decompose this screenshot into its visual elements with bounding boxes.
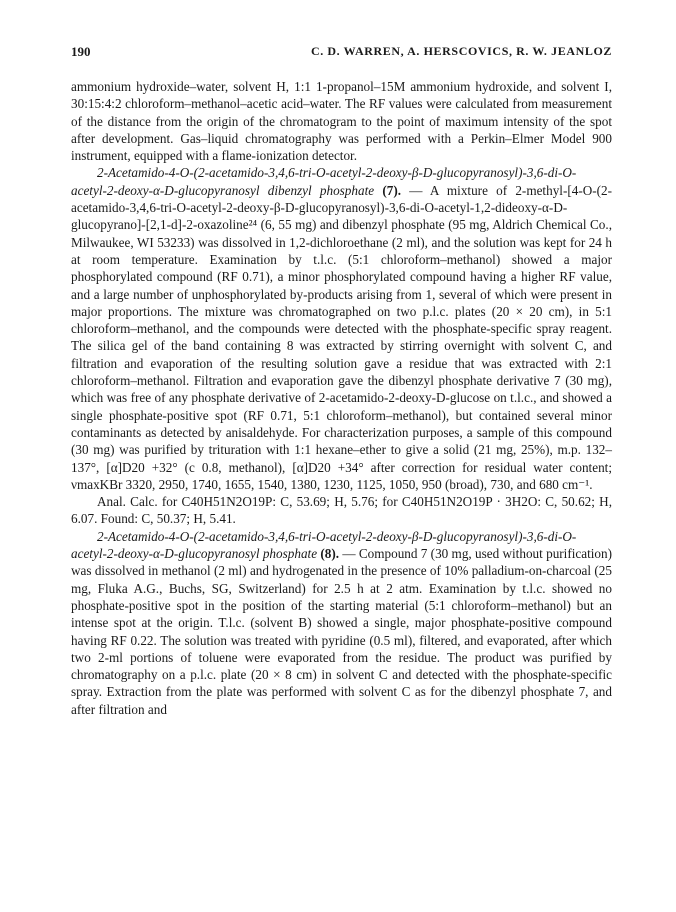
body-text xyxy=(71,78,612,718)
running-head: C. D. WARREN, A. HERSCOVICS, R. W. JEANLOZ xyxy=(310,44,612,58)
compound-8-label: (8). xyxy=(320,546,340,562)
compound-8-title: 2-Acetamido-4-O-(2-acetamido-3,4,6-tri-O-acetyl-2-deoxy-β-D-glucopyranosyl)-3,6-di-O-acetyl-2-deoxy-α-D-glucopyranosyl phosphate xyxy=(71,528,577,562)
paragraph-compound-8 xyxy=(71,528,612,718)
page-number: 190 xyxy=(71,44,91,59)
compound-7-text: — A mixture of 2-methyl-[4-O-(2-acetamido-3,4,6-tri-O-acetyl-2-deoxy-β-D-glucopyranosyl)-3,6-di-O-acetyl-1,2-dideoxy-α-D-glucopyrano]-[2,1-d]-2-oxazoline²⁴ (6, 55 mg) and dibenzyl phosphate (95 mg, Aldrich Chemical Co., Milwaukee, WI 53233) was dissolved in 1,2-dichloroethane (2 ml), and the solution was kept for 24 h at room temperature. Examination by t.l.c. (5:1 chloroform–methanol) showed a major phosphorylated compound (RF 0.71), a minor phosphorylated compound having a higher RF value, and a large number of unphosphorylated by-products arising from 1, several of which were present in major proportions. The mixture was chromatographed on two p.l.c. plates (20 × 20 cm), in 5:1 chloroform–methanol, and the compounds were detected with the phosphate-specific spray reagent. The silica gel of the band containing 8 was extracted by stirring overnight with solvent C, and filtration and evaporation of the resulting solution gave a residue that was extracted with 2:1 chloroform–methanol. Filtration and evaporation gave the dibenzyl phosphate derivative 7 (30 mg), which was free of any phosphate derivative of 2-acetamido-2-deoxy-D-glucose on t.l.c., and showed a single phosphate-positive spot (RF 0.71, 5:1 chloroform–methanol), but contained several minor contaminants as detected by anisaldehyde. For characterization purposes, a sample of this compound (30 mg) was purified by trituration with 1:1 hexane–ether to give a solid (21 mg, 25%), m.p. 132–137°, [α]D20 +32° (c 0.8, methanol), [α]D20 +34° after correction for residual water content; νmaxKBr 3320, 2950, 1740, 1655, 1540, 1380, 1230, 1125, 1050, 950 (broad), 730, and 680 cm⁻¹. xyxy=(71,182,613,492)
paragraph-methods: ammonium hydroxide–water, solvent H, 1:1 1-propanol–15M ammonium hydroxide, and solvent I, 30:15:4:2 chloroform–methanol–acetic acid–water. The RF values were calculated from measurement of the distance from the origin of the chromatogram to the point of maximum intensity of the spot after development. Gas–liquid chromatography was performed with a Perkin–Elmer Model 900 instrument, equipped with a flame-ionization detector. xyxy=(71,79,612,164)
page-header xyxy=(71,44,612,62)
compound-7-label: (7). xyxy=(382,182,402,198)
paragraph-compound-7 xyxy=(71,164,612,493)
compound-8-text: — Compound 7 (30 mg, used without purification) was dissolved in methanol (2 ml) and hydrogenated in the presence of 10% palladium-on-charcoal (25 mg, Fluka A.G., Buchs, SG, Switzerland) for 2.5 h at 2 atm. Examination by t.l.c. showed no phosphate-positive spot in the position of the starting material (5:1 chloroform–methanol) but an intense spot at the origin. T.l.c. (solvent B) showed a single, major phosphate-positive compound having RF 0.22. The solution was treated with pyridine (0.5 ml), filtered, and evaporated, after which two 2-ml portions of toluene were evaporated from the residue. The product was purified by chromatography on a p.l.c. plate (20 × 8 cm) in solvent C and detected with the phosphate-specific spray. Extraction from the plate was performed with solvent C as for the dibenzyl phosphate 7, and after filtration and xyxy=(71,546,613,717)
paragraph-analysis: Anal. Calc. for C40H51N2O19P: C, 53.69; H, 5.76; for C40H51N2O19P · 3H2O: C, 50.62; H, 6.07. Found: C, 50.37; H, 5.41. xyxy=(71,494,612,527)
compound-7-title: 2-Acetamido-4-O-(2-acetamido-3,4,6-tri-O-acetyl-2-deoxy-β-D-glucopyranosyl)-3,6-di-O-acetyl-2-deoxy-α-D-glucopyranosyl dibenzyl phosphate xyxy=(71,165,577,198)
